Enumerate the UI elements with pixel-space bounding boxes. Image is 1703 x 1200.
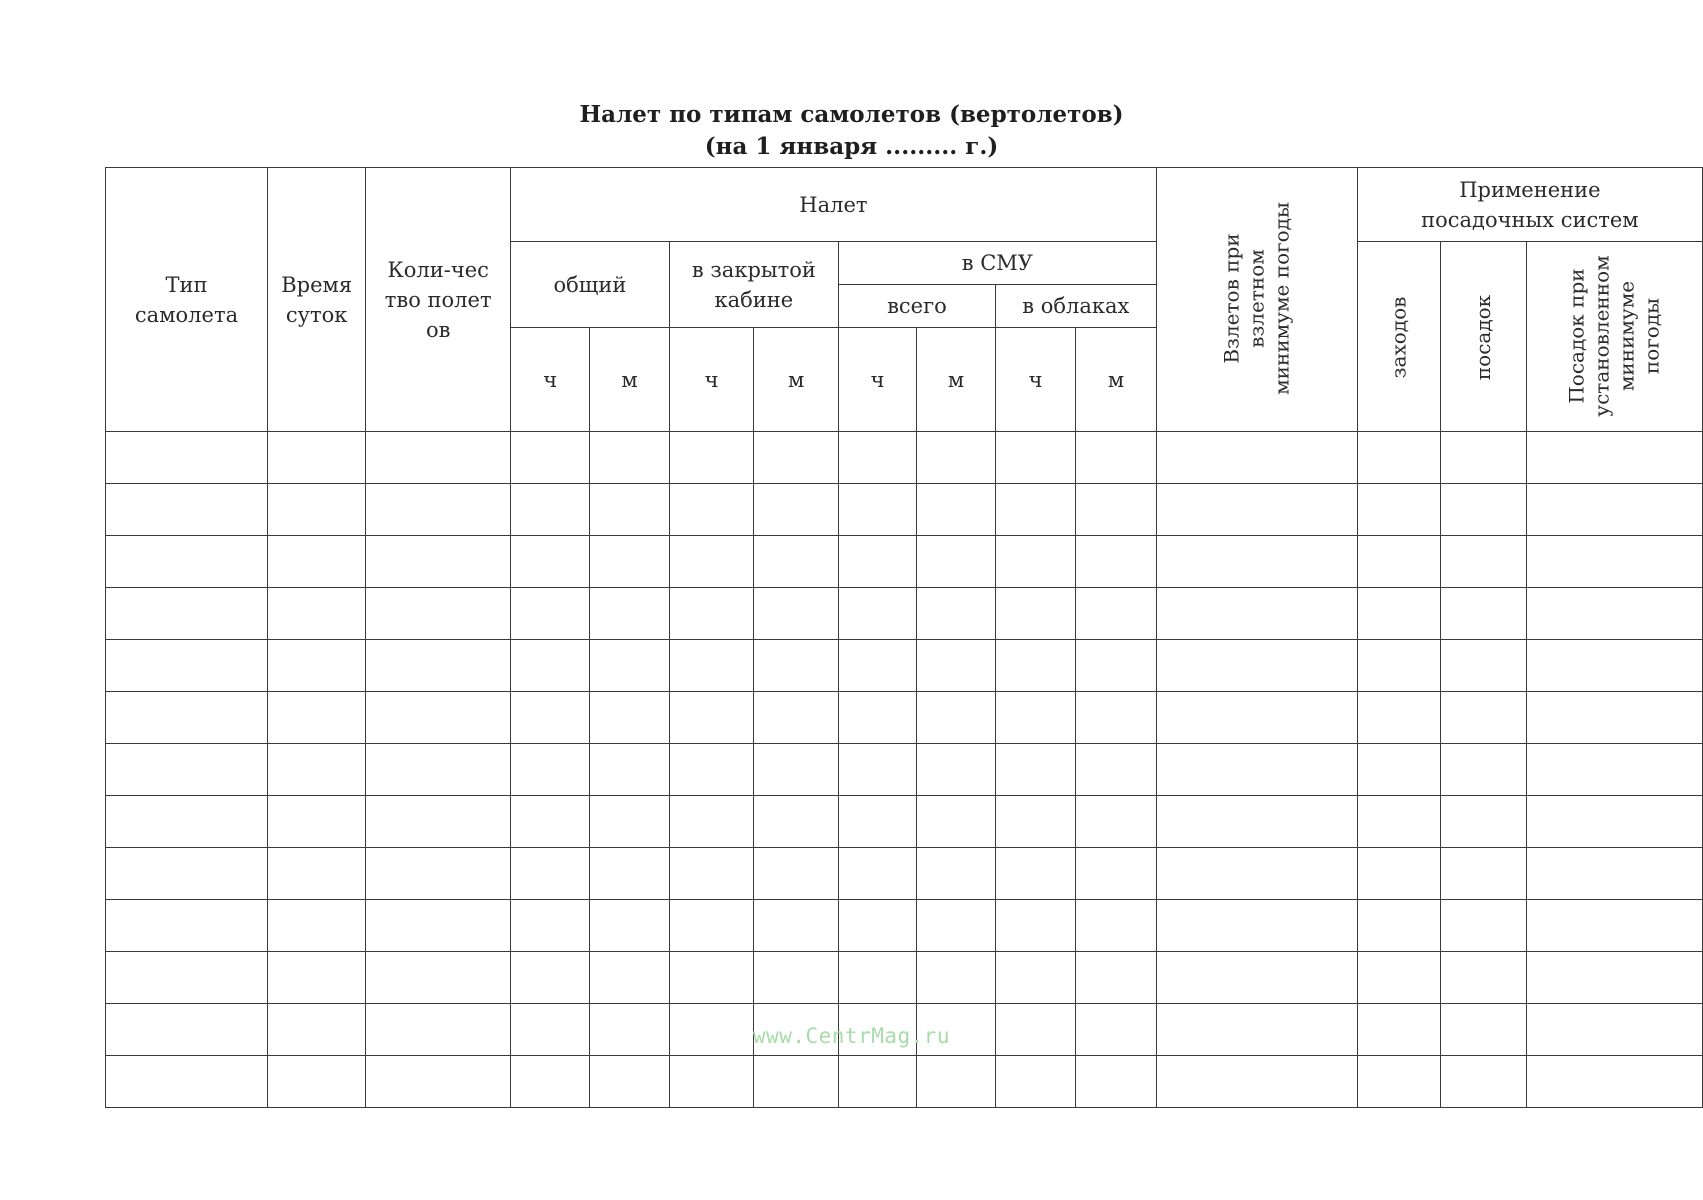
- table-cell[interactable]: [1440, 692, 1526, 744]
- table-cell[interactable]: [917, 692, 996, 744]
- table-cell[interactable]: [590, 744, 669, 796]
- table-cell[interactable]: [366, 588, 511, 640]
- table-cell[interactable]: [590, 536, 669, 588]
- table-cell[interactable]: [590, 588, 669, 640]
- table-cell[interactable]: [1526, 952, 1702, 1004]
- table-cell[interactable]: [1076, 588, 1157, 640]
- table-cell[interactable]: [754, 952, 839, 1004]
- table-body: [106, 432, 1703, 1108]
- table-cell[interactable]: [1440, 796, 1526, 848]
- table-cell[interactable]: [1076, 900, 1157, 952]
- table-cell[interactable]: [1076, 640, 1157, 692]
- table-cell[interactable]: [838, 692, 916, 744]
- table-cell[interactable]: [268, 588, 366, 640]
- table-cell[interactable]: [669, 796, 754, 848]
- form-subtitle-date: (на 1 января ......... г.): [704, 133, 999, 160]
- unit-hours: ч: [669, 328, 754, 432]
- table-cell[interactable]: [1357, 536, 1440, 588]
- unit-hours: ч: [838, 328, 916, 432]
- table-cell[interactable]: [1526, 536, 1702, 588]
- table-cell[interactable]: [1440, 536, 1526, 588]
- table-cell[interactable]: [1526, 640, 1702, 692]
- table-cell[interactable]: [917, 536, 996, 588]
- table-cell[interactable]: [754, 588, 839, 640]
- table-cell[interactable]: [1440, 640, 1526, 692]
- table-cell[interactable]: [590, 432, 669, 484]
- table-cell[interactable]: [754, 796, 839, 848]
- table-cell[interactable]: [754, 900, 839, 952]
- table-cell[interactable]: [268, 744, 366, 796]
- table-cell[interactable]: [669, 848, 754, 900]
- table-row: [106, 1056, 1703, 1108]
- table-cell[interactable]: [754, 484, 839, 536]
- table-cell[interactable]: [590, 796, 669, 848]
- table-cell[interactable]: [106, 796, 268, 848]
- table-cell[interactable]: [754, 692, 839, 744]
- table-cell[interactable]: [754, 536, 839, 588]
- table-cell[interactable]: [1357, 692, 1440, 744]
- table-cell[interactable]: [838, 536, 916, 588]
- table-cell[interactable]: [1357, 588, 1440, 640]
- table-cell[interactable]: [106, 432, 268, 484]
- table-cell[interactable]: [511, 744, 590, 796]
- table-cell[interactable]: [669, 900, 754, 952]
- table-cell[interactable]: [669, 640, 754, 692]
- table-cell[interactable]: [995, 1056, 1075, 1108]
- table-cell[interactable]: [838, 484, 916, 536]
- table-row: [106, 796, 1703, 848]
- table-cell[interactable]: [838, 900, 916, 952]
- table-cell[interactable]: [917, 640, 996, 692]
- table-cell[interactable]: [268, 640, 366, 692]
- table-cell[interactable]: [511, 848, 590, 900]
- table-cell[interactable]: [511, 484, 590, 536]
- table-cell[interactable]: [838, 640, 916, 692]
- table-cell[interactable]: [1357, 848, 1440, 900]
- table-cell[interactable]: [1156, 692, 1357, 744]
- table-cell[interactable]: [106, 744, 268, 796]
- table-cell[interactable]: [1440, 432, 1526, 484]
- table-cell[interactable]: [511, 900, 590, 952]
- header-approaches: заходов: [1357, 242, 1440, 432]
- table-cell[interactable]: [1156, 952, 1357, 1004]
- table-cell[interactable]: [106, 640, 268, 692]
- table-cell[interactable]: [1156, 432, 1357, 484]
- unit-minutes: м: [1076, 328, 1157, 432]
- table-cell[interactable]: [669, 744, 754, 796]
- table-cell[interactable]: [1076, 1056, 1157, 1108]
- table-row: [106, 484, 1703, 536]
- table-cell[interactable]: [669, 952, 754, 1004]
- table-cell[interactable]: [917, 900, 996, 952]
- table-cell[interactable]: [1156, 744, 1357, 796]
- header-time-of-day: Время суток: [268, 168, 366, 432]
- table-cell[interactable]: [268, 692, 366, 744]
- table-cell[interactable]: [1357, 432, 1440, 484]
- table-cell[interactable]: [754, 432, 839, 484]
- table-cell[interactable]: [268, 952, 366, 1004]
- table-cell[interactable]: [917, 432, 996, 484]
- table-cell[interactable]: [1357, 796, 1440, 848]
- table-cell[interactable]: [590, 900, 669, 952]
- table-row: [106, 744, 1703, 796]
- table-cell[interactable]: [1526, 692, 1702, 744]
- table-cell[interactable]: [1440, 484, 1526, 536]
- table-cell[interactable]: [838, 848, 916, 900]
- table-cell[interactable]: [1357, 952, 1440, 1004]
- table-cell[interactable]: [366, 796, 511, 848]
- table-cell[interactable]: [106, 848, 268, 900]
- table-row: [106, 536, 1703, 588]
- header-smu-all: всего: [838, 285, 995, 328]
- table-cell[interactable]: [838, 432, 916, 484]
- table-cell[interactable]: [1076, 536, 1157, 588]
- table-cell[interactable]: [838, 796, 916, 848]
- table-cell[interactable]: [1076, 484, 1157, 536]
- header-smu-clouds: в облаках: [995, 285, 1156, 328]
- table-cell[interactable]: [511, 1056, 590, 1108]
- table-cell[interactable]: [1156, 484, 1357, 536]
- table-cell[interactable]: [917, 1056, 996, 1108]
- table-cell[interactable]: [106, 484, 268, 536]
- table-cell[interactable]: [106, 900, 268, 952]
- table-cell[interactable]: [366, 952, 511, 1004]
- table-cell[interactable]: [1440, 588, 1526, 640]
- table-row: [106, 588, 1703, 640]
- table-cell[interactable]: [366, 536, 511, 588]
- table-cell[interactable]: [1076, 848, 1157, 900]
- table-cell[interactable]: [1357, 640, 1440, 692]
- table-cell[interactable]: [268, 536, 366, 588]
- table-cell[interactable]: [1440, 1056, 1526, 1108]
- table-cell[interactable]: [1357, 900, 1440, 952]
- table-cell[interactable]: [669, 692, 754, 744]
- table-cell[interactable]: [366, 848, 511, 900]
- table-cell[interactable]: [366, 640, 511, 692]
- table-cell[interactable]: [511, 796, 590, 848]
- table-cell[interactable]: [1357, 744, 1440, 796]
- table-cell[interactable]: [995, 432, 1075, 484]
- table-cell[interactable]: [1076, 796, 1157, 848]
- table-cell[interactable]: [669, 1056, 754, 1108]
- table-cell[interactable]: [917, 744, 996, 796]
- table-cell[interactable]: [1526, 744, 1702, 796]
- table-row: [106, 640, 1703, 692]
- table-cell[interactable]: [1156, 588, 1357, 640]
- table-cell[interactable]: [917, 796, 996, 848]
- table-cell[interactable]: [1156, 848, 1357, 900]
- table-cell[interactable]: [754, 848, 839, 900]
- table-cell[interactable]: [838, 744, 916, 796]
- table-cell[interactable]: [1357, 484, 1440, 536]
- table-row: [106, 952, 1703, 1004]
- watermark: www.CentrMag.ru: [752, 1024, 951, 1048]
- table-cell[interactable]: [1440, 952, 1526, 1004]
- table-cell[interactable]: [995, 952, 1075, 1004]
- table-cell[interactable]: [838, 1056, 916, 1108]
- table-cell[interactable]: [1526, 796, 1702, 848]
- table-cell[interactable]: [268, 1056, 366, 1108]
- table-cell[interactable]: [1156, 900, 1357, 952]
- table-cell[interactable]: [838, 952, 916, 1004]
- flight-time-table: [105, 167, 1703, 1108]
- table-cell[interactable]: [590, 848, 669, 900]
- table-row: [106, 432, 1703, 484]
- table-cell[interactable]: [1076, 432, 1157, 484]
- table-cell[interactable]: [995, 588, 1075, 640]
- header-total: общий: [511, 242, 670, 328]
- table-cell[interactable]: [366, 692, 511, 744]
- table-cell[interactable]: [754, 640, 839, 692]
- unit-minutes: м: [754, 328, 839, 432]
- table-cell[interactable]: [1526, 484, 1702, 536]
- table-cell[interactable]: [1156, 640, 1357, 692]
- table-cell[interactable]: [917, 588, 996, 640]
- table-cell[interactable]: [590, 952, 669, 1004]
- header-flight-count: Коли-чество полетов: [366, 168, 511, 432]
- header-takeoffs-min-weather: Взлетов при взлетном минимуме погоды: [1156, 168, 1357, 432]
- table-row: [106, 900, 1703, 952]
- unit-hours: ч: [995, 328, 1075, 432]
- table-cell[interactable]: [268, 484, 366, 536]
- table-row: [106, 692, 1703, 744]
- table-cell[interactable]: [268, 432, 366, 484]
- table-cell[interactable]: [511, 952, 590, 1004]
- table-cell[interactable]: [1357, 1056, 1440, 1108]
- table-cell[interactable]: [106, 536, 268, 588]
- table-cell[interactable]: [1526, 588, 1702, 640]
- unit-hours: ч: [511, 328, 590, 432]
- table-cell[interactable]: [669, 588, 754, 640]
- table-cell[interactable]: [917, 484, 996, 536]
- table-cell[interactable]: [1076, 692, 1157, 744]
- table-cell[interactable]: [268, 848, 366, 900]
- table-cell[interactable]: [1156, 536, 1357, 588]
- unit-minutes: м: [590, 328, 669, 432]
- table-cell[interactable]: [1440, 900, 1526, 952]
- table-cell[interactable]: [1156, 796, 1357, 848]
- table-cell[interactable]: [917, 952, 996, 1004]
- table-cell[interactable]: [268, 900, 366, 952]
- table-cell[interactable]: [995, 640, 1075, 692]
- table-row: [106, 848, 1703, 900]
- table-cell[interactable]: [754, 1056, 839, 1108]
- table-cell[interactable]: [106, 692, 268, 744]
- table-cell[interactable]: [1526, 1056, 1702, 1108]
- table-cell[interactable]: [995, 796, 1075, 848]
- header-landings: посадок: [1440, 242, 1526, 432]
- table-cell[interactable]: [1526, 432, 1702, 484]
- table-cell[interactable]: [1526, 848, 1702, 900]
- table-cell[interactable]: [590, 484, 669, 536]
- table-cell[interactable]: [754, 744, 839, 796]
- table-cell[interactable]: [590, 692, 669, 744]
- table-cell[interactable]: [106, 952, 268, 1004]
- table-cell[interactable]: [1156, 1056, 1357, 1108]
- table-cell[interactable]: [511, 536, 590, 588]
- table-cell[interactable]: [106, 588, 268, 640]
- header-landings-min-weather: Посадок при установленном минимуме погоды: [1526, 242, 1702, 432]
- table-cell[interactable]: [590, 1056, 669, 1108]
- table-cell[interactable]: [995, 692, 1075, 744]
- table-cell[interactable]: [1440, 744, 1526, 796]
- table-cell[interactable]: [669, 484, 754, 536]
- table-cell[interactable]: [669, 432, 754, 484]
- header-landing-systems: Применение посадочных систем: [1357, 168, 1702, 242]
- table-cell[interactable]: [1440, 848, 1526, 900]
- table-cell[interactable]: [366, 900, 511, 952]
- table-cell[interactable]: [1076, 952, 1157, 1004]
- table-cell[interactable]: [995, 484, 1075, 536]
- table-cell[interactable]: [511, 692, 590, 744]
- unit-minutes: м: [917, 328, 996, 432]
- table-cell[interactable]: [995, 536, 1075, 588]
- header-smu: в СМУ: [838, 242, 1156, 285]
- table-cell[interactable]: [995, 900, 1075, 952]
- table-cell[interactable]: [1526, 900, 1702, 952]
- table-cell[interactable]: [511, 588, 590, 640]
- table-cell[interactable]: [838, 588, 916, 640]
- table-cell[interactable]: [366, 484, 511, 536]
- table-cell[interactable]: [366, 1056, 511, 1108]
- table-cell[interactable]: [106, 1056, 268, 1108]
- table-cell[interactable]: [511, 432, 590, 484]
- table-cell[interactable]: [366, 432, 511, 484]
- table-cell[interactable]: [511, 640, 590, 692]
- table-cell[interactable]: [669, 536, 754, 588]
- table-cell[interactable]: [268, 796, 366, 848]
- header-aircraft-type: Тип самолета: [106, 168, 268, 432]
- header-closed-cabin: в закрытой кабине: [669, 242, 838, 328]
- header-flight-time: Налет: [511, 168, 1157, 242]
- table-cell[interactable]: [917, 848, 996, 900]
- table-cell[interactable]: [995, 744, 1075, 796]
- table-cell[interactable]: [1076, 744, 1157, 796]
- form-title: Налет по типам самолетов (вертолетов): [579, 101, 1124, 128]
- table-cell[interactable]: [366, 744, 511, 796]
- table-cell[interactable]: [590, 640, 669, 692]
- table-cell[interactable]: [995, 848, 1075, 900]
